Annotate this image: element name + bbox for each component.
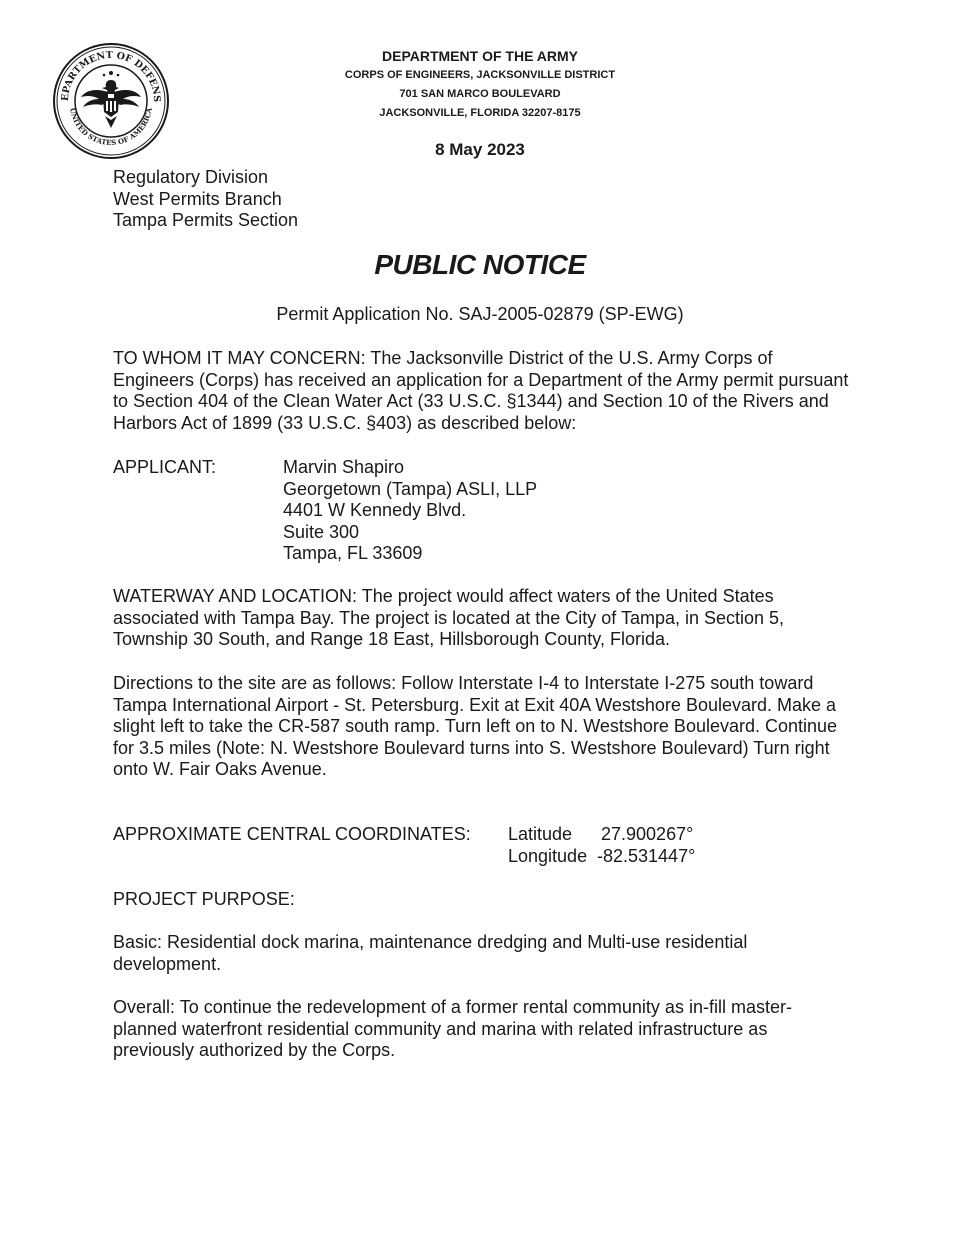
applicant-label: APPLICANT: (113, 457, 217, 477)
applicant-company: Georgetown (Tampa) ASLI, LLP (283, 478, 538, 499)
section-name: Tampa Permits Section (113, 210, 299, 230)
letterhead-department: DEPARTMENT OF THE ARMY (382, 48, 578, 64)
division-name: Regulatory Division (113, 167, 269, 187)
seal-ring-text-top: EPARTMENT OF DEFENS (59, 49, 163, 103)
waterway-paragraph: WATERWAY AND LOCATION: The project would affect waters of the United States associated with Tampa Bay. The project is located at the City of Tampa, in Section 5, Township 30 South, and Range 18 East, Hillsborough County, Florida. (113, 586, 785, 649)
letterhead (270, 47, 690, 123)
longitude-value: -82.531447° (597, 846, 696, 866)
latitude-label: Latitude (508, 824, 573, 844)
longitude-label: Longitude (508, 846, 588, 866)
applicant-address (283, 457, 537, 565)
basic-purpose-paragraph: Basic: Residential dock marina, maintenance dredging and Multi-use residential development. (113, 932, 748, 974)
division-block (113, 167, 298, 232)
page-title: PUBLIC NOTICE (374, 249, 586, 280)
overall-purpose-paragraph: Overall: To continue the redevelopment of a former rental community as in-fill master-planned waterfront residential community and marina with related infrastructure as previously authorized by the Corps. (113, 997, 792, 1060)
latitude-value: 27.900267° (601, 824, 694, 844)
permit-application-number: Permit Application No. SAJ-2005-02879 (SP-EWG) (276, 304, 684, 324)
notice-date: 8 May 2023 (435, 140, 525, 159)
directions-paragraph: Directions to the site are as follows: Follow Interstate I-4 to Interstate I-275 south toward Tampa International Airport - St. Petersburg. Exit at Exit 40A Westshore Boulevard. Make a slight left to take the CR-587 south ramp. Turn left on to N. Westshore Boulevard. Continue for 3.5 miles (Note: N. Westshore Boulevard turns into S. Westshore Boulevard) Turn right onto W. Fair Oaks Avenue. (113, 673, 838, 779)
letterhead-street: 701 SAN MARCO BOULEVARD (399, 88, 561, 100)
letterhead-district: CORPS OF ENGINEERS, JACKSONVILLE DISTRICT (344, 69, 616, 81)
applicant-suite: Suite 300 (283, 521, 360, 542)
letterhead-city: JACKSONVILLE, FLORIDA 32207-8175 (379, 107, 581, 119)
applicant-street: 4401 W Kennedy Blvd. (283, 500, 467, 520)
project-purpose-heading: PROJECT PURPOSE: (113, 889, 295, 909)
applicant-name: Marvin Shapiro (283, 457, 405, 477)
applicant-city: Tampa, FL 33609 (283, 543, 423, 563)
coordinates-label: APPROXIMATE CENTRAL COORDINATES: (113, 824, 471, 844)
department-of-defense-seal-icon (52, 42, 170, 160)
branch-name: West Permits Branch (113, 188, 282, 209)
seal-ring-text-bottom: UNITED STATES OF AMERICA (68, 107, 154, 148)
intro-paragraph: TO WHOM IT MAY CONCERN: The Jacksonville District of the U.S. Army Corps of Engineers (Corps) has received an application for a Department of the Army permit pursuant to Section 404 of the Clean Water Act (33 U.S.C. §1344) and Section 10 of the Rivers and Harbors Act of 1899 (33 U.S.C. §403) as described below: (113, 348, 849, 433)
